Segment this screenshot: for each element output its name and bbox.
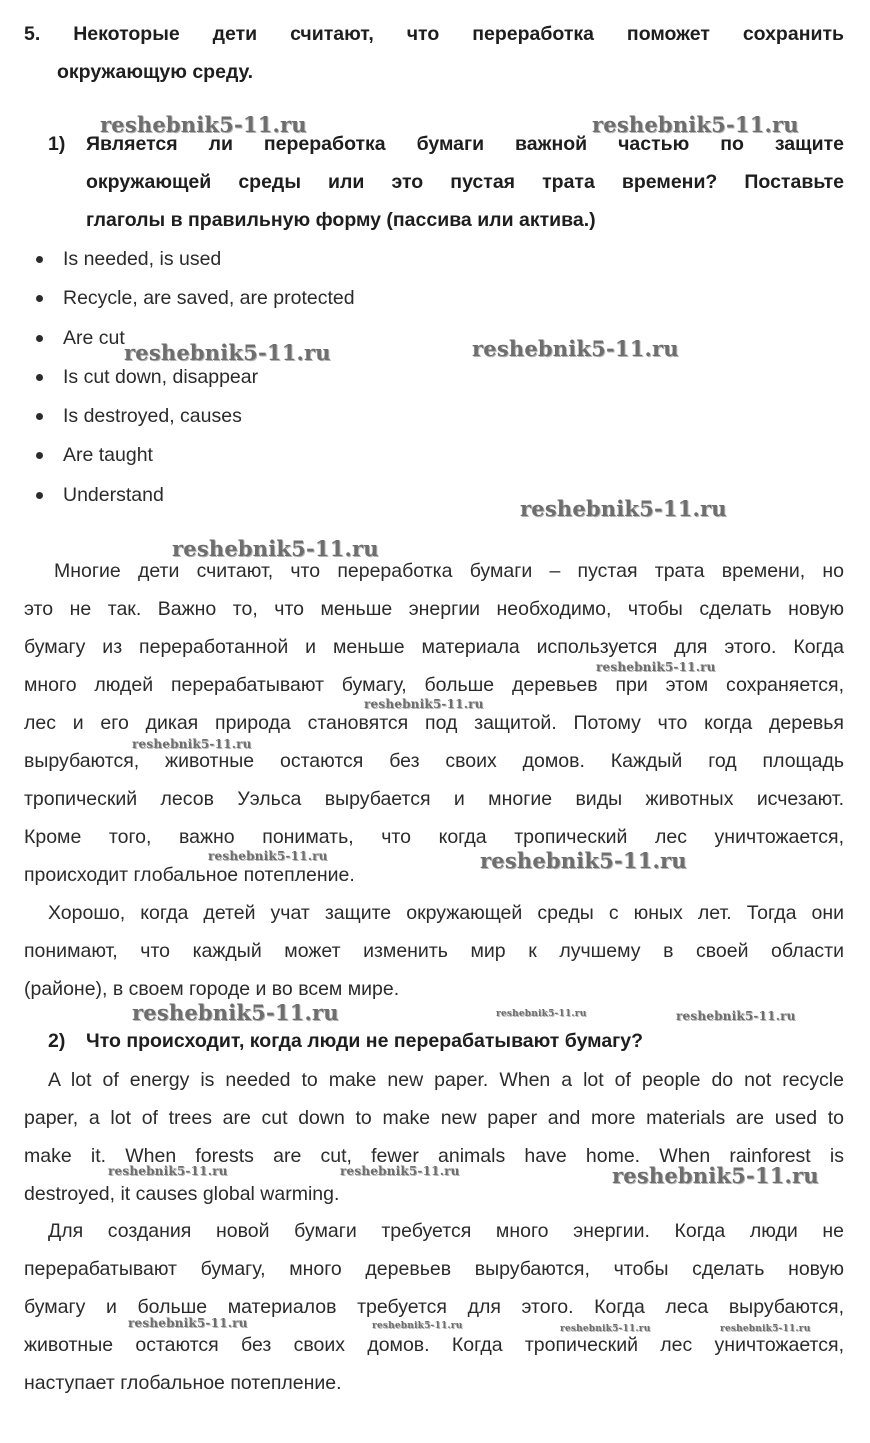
text-line: тропический лесов Уэльса вырубается и многие виды животных исчезают. [24,788,844,810]
paragraph-3 [24,1061,844,1213]
list-item: Recycle, are saved, are protected [36,279,355,318]
text-line: животные остаются без своих домов. Когда тропический лес уничтожается, [24,1334,844,1356]
question-1 [48,125,844,239]
paragraph-4 [24,1212,844,1402]
question-1-line: глаголы в правильную форму (пассива или актива.) [86,209,596,231]
list-item: Is needed, is used [36,240,355,279]
question-1-line: окружающей среды или это пустая трата времени? Поставьте [86,171,844,193]
answer-list [36,240,355,515]
text-line: destroyed, it causes global warming. [24,1183,340,1205]
task-number: 5. [24,23,41,45]
watermark: reshebnik5-11.ru [496,1009,587,1019]
text-line: Кроме того, важно понимать, что когда тропический лес уничтожается, [24,826,844,848]
text-line: это не так. Важно то, что меньше энергии необходимо, чтобы сделать новую [24,598,844,620]
watermark: reshebnik5-11.ru [612,1163,819,1188]
text-line: много людей перерабатывают бумагу, больше деревьев при этом сохраняется, [24,674,844,696]
watermark: reshebnik5-11.ru [364,697,484,711]
text-line: бумагу и больше материалов требуется для этого. Когда леса вырубаются, [24,1296,844,1318]
text-line: происходит глобальное потепление. [24,864,355,886]
list-item: Understand [36,476,355,515]
text-line: A lot of energy is needed to make new paper. When a lot of people do not recycle [48,1069,844,1091]
watermark: reshebnik5-11.ru [560,1324,651,1334]
bullet-icon [36,295,43,302]
text-line: paper, a lot of trees are cut down to make new paper and more materials are used to [24,1107,844,1129]
watermark: reshebnik5-11.ru [340,1164,460,1178]
bullet-icon [36,452,43,459]
text-line: вырубаются, животные остаются без своих домов. Каждый год площадь [24,750,844,772]
list-item: Is cut down, disappear [36,358,355,397]
text-line: перерабатывают бумагу, много деревьев вырубаются, чтобы сделать новую [24,1258,844,1280]
list-item: Are taught [36,436,355,475]
task-title-line-2: окружающую среду. [57,61,254,83]
text-line: наступает глобальное потепление. [24,1372,342,1394]
watermark: reshebnik5-11.ru [128,1316,248,1330]
bullet-icon [36,256,43,263]
text-line: лес и его дикая природа становятся под защитой. Потому что когда деревья [24,712,844,734]
watermark: reshebnik5-11.ru [596,660,716,674]
watermark: reshebnik5-11.ru [132,737,252,751]
text-line: Многие дети считают, что переработка бумаги – пустая трата времени, но [54,560,844,582]
text-line: бумагу из переработанной и меньше материала используется для этого. Когда [24,636,844,658]
watermark: reshebnik5-11.ru [172,536,379,561]
watermark: reshebnik5-11.ru [676,1009,796,1023]
paragraph-2 [24,894,844,1008]
watermark: reshebnik5-11.ru [132,1000,339,1025]
task-heading [24,15,844,53]
watermark: reshebnik5-11.ru [100,112,307,137]
watermark: reshebnik5-11.ru [124,340,331,365]
list-item: Are cut [36,319,355,358]
watermark: reshebnik5-11.ru [520,496,727,521]
bullet-icon [36,413,43,420]
bullet-icon [36,335,43,342]
bullet-icon [36,374,43,381]
watermark: reshebnik5-11.ru [108,1164,228,1178]
task-title-line-1: Некоторые дети считают, что переработка поможет сохранить [73,23,844,45]
watermark: reshebnik5-11.ru [372,1321,463,1331]
watermark: reshebnik5-11.ru [208,849,328,863]
watermark: reshebnik5-11.ru [720,1324,811,1334]
question-2-text: Что происходит, когда люди не перерабатывают бумагу? [86,1030,644,1052]
watermark: reshebnik5-11.ru [480,848,687,873]
question-2-number: 2) [48,1030,66,1052]
question-1-line: Является ли переработка бумаги важной частью по защите [86,133,844,155]
text-line: понимают, что каждый может изменить мир к лучшему в своей области [24,940,844,962]
bullet-icon [36,492,43,499]
question-2 [48,1022,643,1060]
watermark: reshebnik5-11.ru [472,336,679,361]
list-item: Is destroyed, causes [36,397,355,436]
text-line: (районе), в своем городе и во всем мире. [24,978,400,1000]
text-line: make it. When forests are cut, fewer animals have home. When rainforest is [24,1145,844,1167]
text-line: Для создания новой бумаги требуется много энергии. Когда люди не [48,1220,844,1242]
question-1-number: 1) [48,133,66,155]
paragraph-1 [24,552,844,894]
text-line: Хорошо, когда детей учат защите окружающей среды с юных лет. Тогда они [48,902,844,924]
watermark: reshebnik5-11.ru [592,112,799,137]
